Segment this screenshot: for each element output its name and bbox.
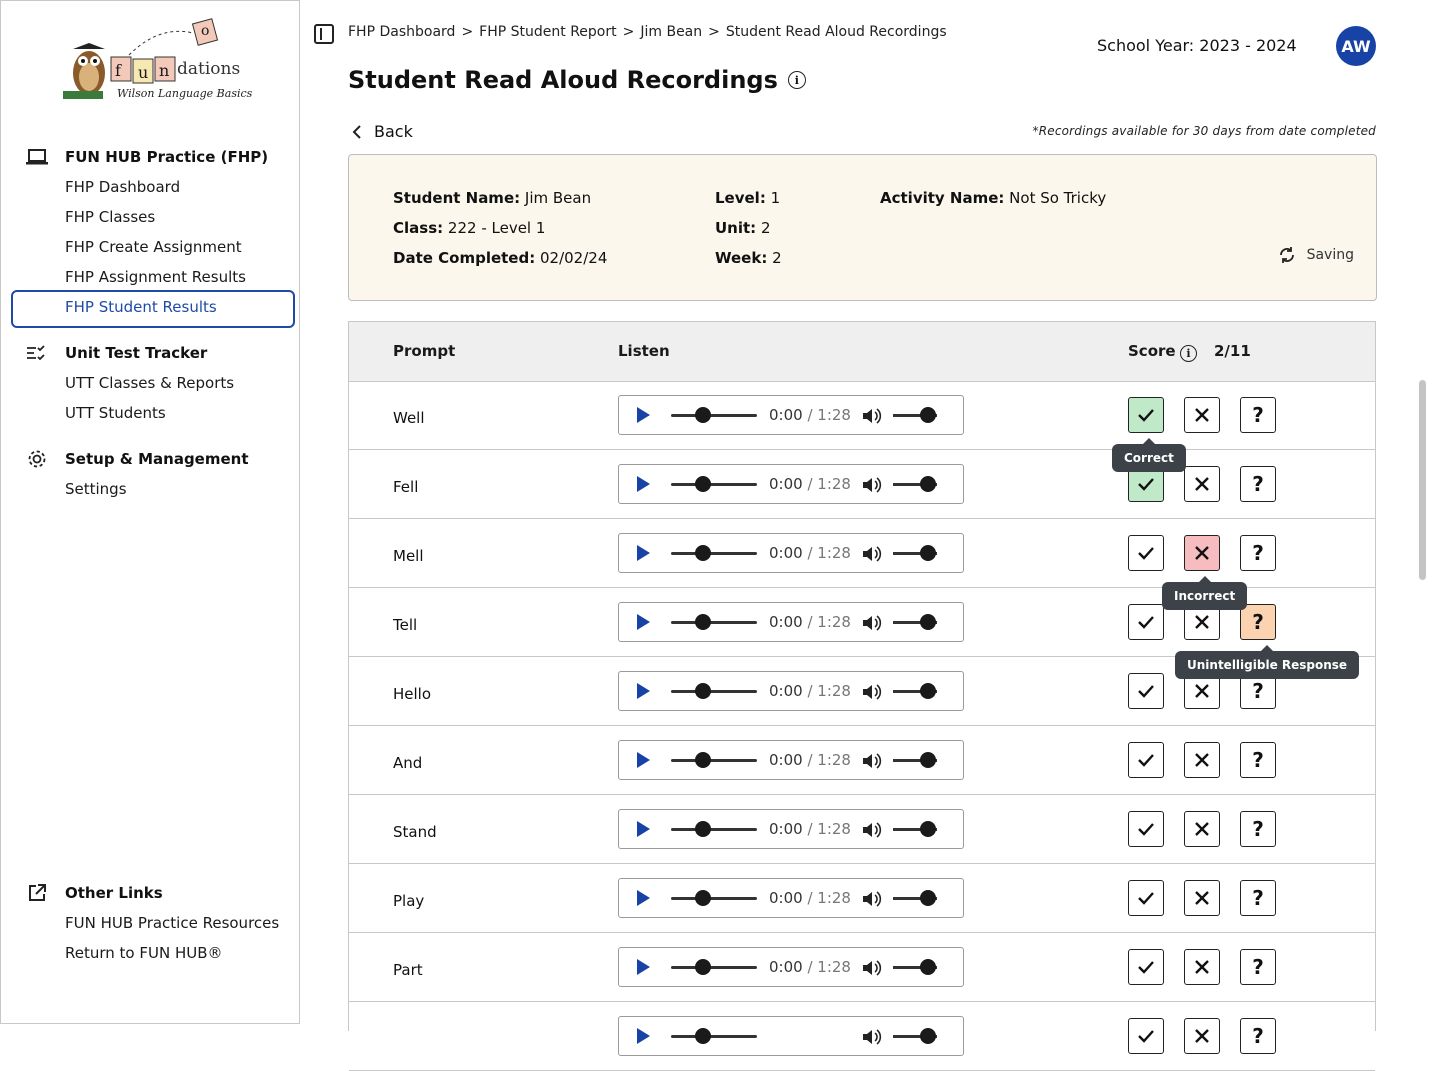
column-header-listen: Listen [618,342,670,360]
student-info-card [348,154,1377,301]
mark-unintelligible-button[interactable] [1240,949,1276,985]
playback-time: 0:00 / 1:28 [769,682,851,700]
sidebar-item-fun-hub-practice-resources[interactable]: FUN HUB Practice Resources [65,914,280,932]
score-total: 2/11 [1214,342,1251,360]
class-value: 222 - Level 1 [447,219,546,237]
current-time: 0:00 [769,682,803,700]
table-row [349,726,1375,795]
level-label: Level: [715,189,766,207]
mark-unintelligible-button[interactable] [1240,1018,1276,1054]
seek-handle[interactable] [695,545,711,561]
question-icon: ? [1252,955,1264,979]
current-time: 0:00 [769,613,803,631]
seek-handle[interactable] [695,614,711,630]
seek-handle[interactable] [695,890,711,906]
table-row [349,795,1375,864]
volume-handle[interactable] [920,821,936,837]
volume-handle[interactable] [920,407,936,423]
laptop-icon [25,145,49,169]
volume-icon[interactable] [861,821,881,839]
sidebar-item-utt-classes-reports[interactable]: UTT Classes & Reports [65,374,235,392]
availability-note: *Recordings available for 30 days from date completed [1032,124,1376,138]
mark-correct-button[interactable] [1128,673,1164,709]
logo-subtitle: Wilson Language Basics [117,87,253,100]
mark-incorrect-button[interactable] [1184,742,1220,778]
nav-section-setup [1,444,301,504]
sidebar-item-fhp-dashboard[interactable]: FHP Dashboard [65,178,181,196]
tooltip-unintelligible: Unintelligible Response [1175,651,1359,679]
page-title [348,66,806,94]
close-icon [1194,959,1210,975]
level-field [715,189,780,207]
mark-unintelligible-button[interactable] [1240,880,1276,916]
close-icon [1194,476,1210,492]
check-icon [1137,891,1155,905]
student-name-field [393,189,591,207]
play-icon[interactable] [637,752,650,768]
seek-bar[interactable] [671,828,757,831]
prompt-word: Hello [393,685,432,703]
table-row [349,381,1375,450]
nav-heading-label: Other Links [65,884,163,902]
check-icon [1137,1029,1155,1043]
breadcrumb-link-student[interactable]: Jim Bean [640,24,703,40]
mark-incorrect-button[interactable] [1184,1018,1220,1054]
mark-unintelligible-button[interactable] [1240,742,1276,778]
seek-bar[interactable] [671,552,757,555]
page-title-text: Student Read Aloud Recordings [348,66,778,94]
nav-heading-label: Setup & Management [65,450,249,468]
question-icon: ? [1252,817,1264,841]
date-completed-value: 02/02/24 [540,249,608,267]
student-name-value: Jim Bean [524,189,592,207]
seek-bar[interactable] [671,966,757,969]
logo-word: dations [177,59,241,79]
check-icon [1137,615,1155,629]
duration: 1:28 [817,406,851,424]
play-icon[interactable] [637,476,650,492]
play-icon[interactable] [637,683,650,699]
current-time: 0:00 [769,544,803,562]
mark-incorrect-button[interactable] [1184,880,1220,916]
playback-time: 0:00 / 1:28 [769,820,851,838]
question-icon: ? [1252,679,1264,703]
volume-handle[interactable] [920,1028,936,1044]
table-row [349,864,1375,933]
table-row [349,450,1375,519]
nav-heading-fhp [1,142,301,172]
seek-handle[interactable] [695,407,711,423]
nav-heading-label: Unit Test Tracker [65,344,208,362]
mark-unintelligible-button[interactable] [1240,604,1276,640]
duration: 1:28 [817,820,851,838]
playback-time: 0:00 / 1:28 [769,613,851,631]
seek-bar[interactable] [671,414,757,417]
check-icon [1137,546,1155,560]
avatar[interactable]: AW [1336,26,1376,66]
seek-handle[interactable] [695,1028,711,1044]
play-icon[interactable] [637,1028,650,1044]
mark-correct-button[interactable] [1128,604,1164,640]
sync-icon [1277,245,1297,265]
mark-unintelligible-button[interactable] [1240,535,1276,571]
mark-incorrect-button[interactable] [1184,535,1220,571]
prompt-word: Part [393,961,423,979]
volume-handle[interactable] [920,476,936,492]
unit-label: Unit: [715,219,757,237]
external-link-icon [25,881,49,905]
nav-section-fhp [1,142,301,322]
playback-time: 0:00 / 1:28 [769,406,851,424]
seek-bar[interactable] [671,897,757,900]
mark-incorrect-button[interactable] [1184,466,1220,502]
prompt-word: Tell [393,616,418,634]
breadcrumb-separator: > [708,24,720,40]
volume-handle[interactable] [920,959,936,975]
sidebar-item-utt-students[interactable]: UTT Students [65,404,166,422]
current-time: 0:00 [769,475,803,493]
tooltip-incorrect: Incorrect [1162,582,1247,610]
audio-player [618,809,964,849]
volume-handle[interactable] [920,890,936,906]
playback-time: 0:00 / 1:28 [769,751,851,769]
duration: 1:28 [817,751,851,769]
date-completed-label: Date Completed: [393,249,536,267]
close-icon [1194,545,1210,561]
volume-handle[interactable] [920,683,936,699]
current-time: 0:00 [769,958,803,976]
seek-handle[interactable] [695,683,711,699]
nav-section-utt [1,338,301,428]
volume-icon[interactable] [861,407,881,425]
close-icon [1194,683,1210,699]
volume-icon[interactable] [861,752,881,770]
saving-label: Saving [1306,247,1354,263]
tooltip-correct: Correct [1112,444,1186,472]
audio-player [618,671,964,711]
mark-correct-button[interactable] [1128,1018,1164,1054]
logo-letter-f: f [115,61,121,80]
prompt-word: Mell [393,547,424,565]
playback-time: 0:00 / 1:28 [769,958,851,976]
question-icon: ? [1252,541,1264,565]
seek-handle[interactable] [695,821,711,837]
volume-icon[interactable] [861,476,881,494]
unit-value: 2 [760,219,771,237]
logo-letter-o: o [201,23,210,39]
mark-correct-button[interactable] [1128,742,1164,778]
question-icon: ? [1252,886,1264,910]
check-icon [1137,960,1155,974]
logo-letter-n: n [159,61,170,80]
close-icon [1194,614,1210,630]
audio-player [618,533,964,573]
current-time: 0:00 [769,406,803,424]
sidebar-item-fhp-classes[interactable]: FHP Classes [65,208,156,226]
mark-unintelligible-button[interactable] [1240,811,1276,847]
audio-player [618,878,964,918]
volume-icon[interactable] [861,614,881,632]
volume-icon[interactable] [861,959,881,977]
back-label: Back [374,122,413,141]
current-time: 0:00 [769,820,803,838]
volume-handle[interactable] [920,614,936,630]
column-header-prompt: Prompt [393,342,456,360]
prompt-word: Stand [393,823,437,841]
seek-bar[interactable] [671,690,757,693]
seek-handle[interactable] [695,752,711,768]
level-value: 1 [770,189,781,207]
volume-icon[interactable] [861,683,881,701]
prompt-word: Play [393,892,425,910]
gear-icon [25,447,49,471]
play-icon[interactable] [637,959,650,975]
breadcrumb-link-student-report[interactable]: FHP Student Report [479,24,617,40]
duration: 1:28 [817,958,851,976]
question-icon: ? [1252,748,1264,772]
volume-handle[interactable] [920,752,936,768]
playback-time: 0:00 / 1:28 [769,544,851,562]
question-icon: ? [1252,610,1264,634]
breadcrumb-separator: > [622,24,635,40]
week-label: Week: [715,249,768,267]
check-icon [1137,408,1155,422]
audio-player [618,1016,964,1056]
scrollbar[interactable] [1419,380,1426,580]
playback-time: 0:00 / 1:28 [769,889,851,907]
seek-bar[interactable] [671,1035,757,1038]
date-completed-field [393,249,607,267]
check-icon [1137,477,1155,491]
seek-handle[interactable] [695,476,711,492]
close-icon [1194,752,1210,768]
volume-icon[interactable] [861,1028,881,1046]
volume-icon[interactable] [861,890,881,908]
week-value: 2 [772,249,782,267]
question-icon: ? [1252,472,1264,496]
nav-heading-label: FUN HUB Practice (FHP) [65,148,269,166]
table-row [349,519,1375,588]
prompt-word: And [393,754,423,772]
class-field [393,219,545,237]
play-icon[interactable] [637,821,650,837]
nav-heading-utt [1,338,301,368]
close-icon [1194,890,1210,906]
play-icon[interactable] [637,545,650,561]
close-icon [1194,821,1210,837]
duration: 1:28 [817,613,851,631]
back-button[interactable] [352,122,413,141]
activity-name-field [880,189,1106,207]
sidebar-item-return-to-fun-hub[interactable]: Return to FUN HUB® [65,944,223,962]
check-icon [1137,822,1155,836]
seek-bar[interactable] [671,759,757,762]
mark-unintelligible-button[interactable] [1240,466,1276,502]
collapse-sidebar-icon[interactable] [314,24,334,44]
mark-correct-button[interactable] [1128,535,1164,571]
play-icon[interactable] [637,407,650,423]
playback-time: 0:00 / 1:28 [769,475,851,493]
table-header [349,322,1375,382]
nav-section-other-links [1,878,301,968]
sidebar-item-fhp-assignment-results[interactable]: FHP Assignment Results [65,268,246,286]
activity-name-label: Activity Name: [880,189,1005,207]
seek-handle[interactable] [695,959,711,975]
saving-status [1277,245,1354,265]
audio-player [618,947,964,987]
table-row [349,933,1375,1002]
class-label: Class: [393,219,444,237]
nav-heading-other-links [1,878,301,908]
play-icon[interactable] [637,890,650,906]
seek-bar[interactable] [671,483,757,486]
column-header-score: Score [1128,342,1176,360]
audio-player [618,740,964,780]
table-row [349,1002,1375,1071]
fundations-logo[interactable] [59,15,253,109]
school-year: School Year: 2023 - 2024 [1097,36,1297,55]
sidebar-item-settings[interactable]: Settings [65,480,127,498]
check-icon [1137,684,1155,698]
current-time: 0:00 [769,889,803,907]
audio-player [618,602,964,642]
info-icon[interactable]: i [788,71,806,89]
duration: 1:28 [817,889,851,907]
mark-correct-button[interactable] [1128,397,1164,433]
mark-incorrect-button[interactable] [1184,811,1220,847]
breadcrumb-separator: > [461,24,474,40]
nav-heading-setup [1,444,301,474]
sidebar [0,0,300,1024]
volume-handle[interactable] [920,545,936,561]
duration: 1:28 [817,544,851,562]
chevron-left-icon [352,124,362,140]
breadcrumb-current: Student Read Aloud Recordings [725,24,947,40]
mark-correct-button[interactable] [1128,811,1164,847]
current-time: 0:00 [769,751,803,769]
logo-letter-u: u [138,63,149,82]
audio-player [618,395,964,435]
sidebar-item-fhp-student-results[interactable]: FHP Student Results [1,292,301,322]
student-name-label: Student Name: [393,189,521,207]
check-icon [1137,753,1155,767]
breadcrumb [348,24,947,40]
mark-correct-button[interactable] [1128,880,1164,916]
mark-correct-button[interactable] [1128,949,1164,985]
duration: 1:28 [817,682,851,700]
mark-unintelligible-button[interactable] [1240,397,1276,433]
close-icon [1194,407,1210,423]
week-field [715,249,782,267]
close-icon [1194,1028,1210,1044]
unit-field [715,219,771,237]
play-icon[interactable] [637,614,650,630]
prompt-word: Well [393,409,425,427]
sidebar-item-fhp-create-assignment[interactable]: FHP Create Assignment [65,238,242,256]
seek-bar[interactable] [671,621,757,624]
score-info-icon[interactable]: i [1180,343,1197,362]
prompt-word: Fell [393,478,419,496]
question-icon: ? [1252,1024,1264,1048]
audio-player [618,464,964,504]
activity-name-value: Not So Tricky [1009,189,1107,207]
mark-incorrect-button[interactable] [1184,949,1220,985]
checklist-icon [25,341,49,365]
question-icon: ? [1252,403,1264,427]
mark-incorrect-button[interactable] [1184,397,1220,433]
breadcrumb-link-fhp-dashboard[interactable]: FHP Dashboard [348,24,456,40]
duration: 1:28 [817,475,851,493]
volume-icon[interactable] [861,545,881,563]
